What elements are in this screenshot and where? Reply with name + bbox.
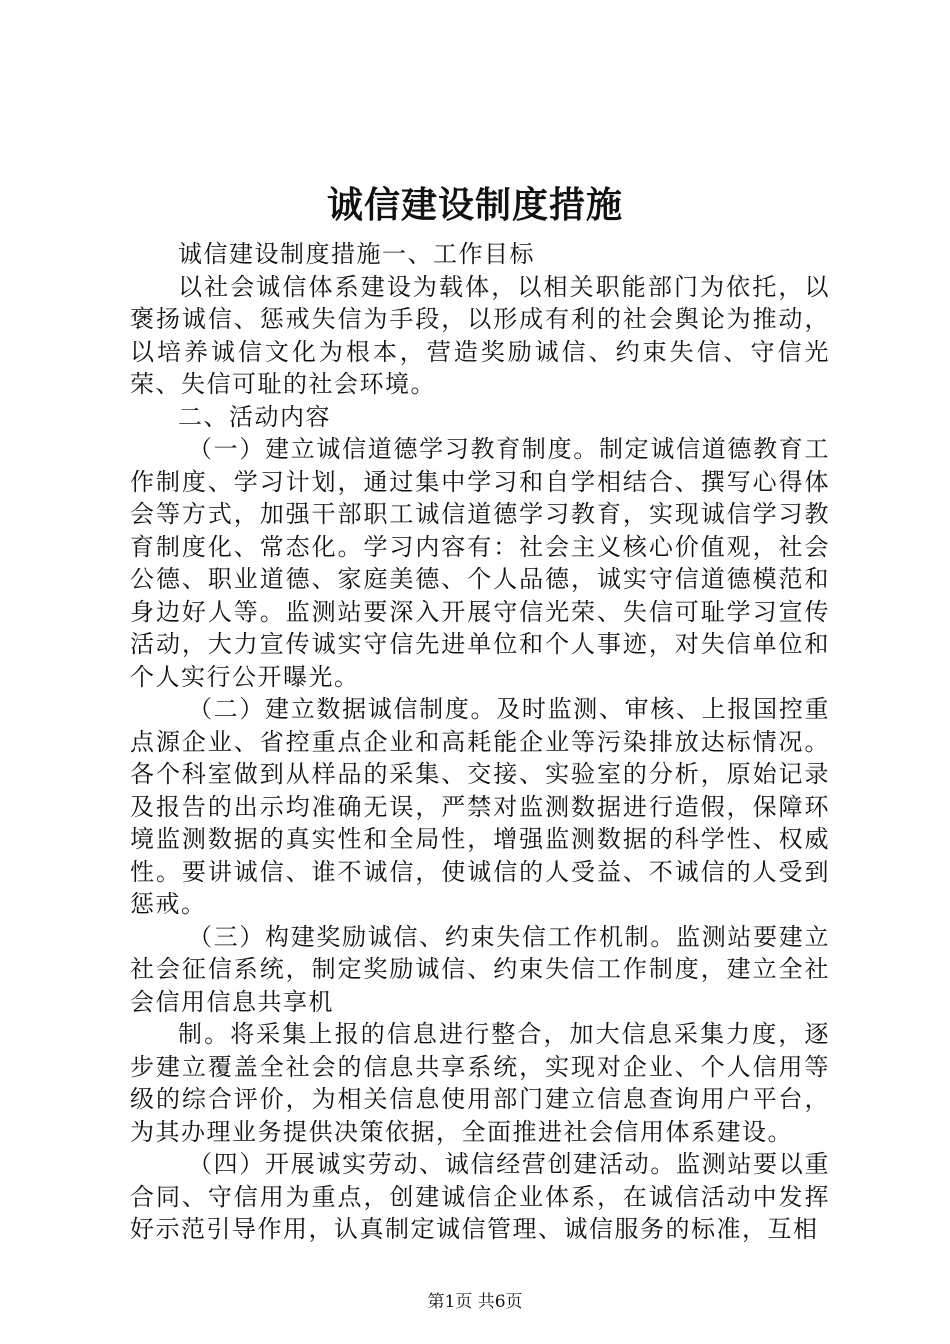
paragraph-item-2: （二）建立数据诚信制度。及时监测、审核、上报国控重点源企业、省控重点企业和高耗能企业等污染排放达标情况。各个科室做到从样品的采集、交接、实验室的分析，原始记录及报告的出示均准确无误，严禁对监测数据进行造假，保障环境监测数据的真实性和全局性，增强监测数据的科学性、权威性。要讲诚信、谁不诚信，使诚信的人受益、不诚信的人受到惩戒。: [130, 695, 830, 918]
paragraph-section-heading: 二、活动内容: [178, 402, 331, 431]
paragraph-item-1: （一）建立诚信道德学习教育制度。制定诚信道德教育工作制度、学习计划，通过集中学习和自学相结合、撰写心得体会等方式，加强干部职工诚信道德学习教育，实现诚信学习教育制度化、常态化。学习内容有：社会主义核心价值观，社会公德、职业道德、家庭美德、个人品德，诚实守信道德模范和身边好人等。监测站要深入开展守信光荣、失信可耻学习宣传活动，大力宣传诚实守信先进单位和个人事迹，对失信单位和个人实行公开曝光。: [130, 435, 830, 691]
paragraph-item-3: （三）构建奖励诚信、约束失信工作机制。监测站要建立社会征信系统，制定奖励诚信、约束失信工作制度，建立全社会信用信息共享机: [130, 922, 830, 1016]
paragraph-goal: 以社会诚信体系建设为载体，以相关职能部门为依托，以褒扬诚信、惩戒失信为手段，以形成有利的社会舆论为推动，以培养诚信文化为根本，营造奖励诚信、约束失信、守信光荣、失信可耻的社会环境。: [130, 272, 830, 398]
document-body: [130, 238, 830, 1246]
document-title: 诚信建设制度措施: [326, 184, 623, 226]
page-number-footer: 第1页 共6页: [427, 1292, 523, 1312]
paragraph-item-4: （四）开展诚实劳动、诚信经营创建活动。监测站要以重合同、守信用为重点，创建诚信企业体系，在诚信活动中发挥好示范引导作用，认真制定诚信管理、诚信服务的标准，互相: [130, 1150, 830, 1243]
paragraph-item-3-continued: 制。将采集上报的信息进行整合，加大信息采集力度，逐步建立覆盖全社会的信息共享系统，实现对企业、个人信用等级的综合评价，为相关信息使用部门建立信息查询用户平台，为其办理业务提供决策依据，全面推进社会信用体系建设。: [130, 1020, 830, 1146]
paragraph-intro: 诚信建设制度措施一、工作目标: [178, 240, 535, 268]
